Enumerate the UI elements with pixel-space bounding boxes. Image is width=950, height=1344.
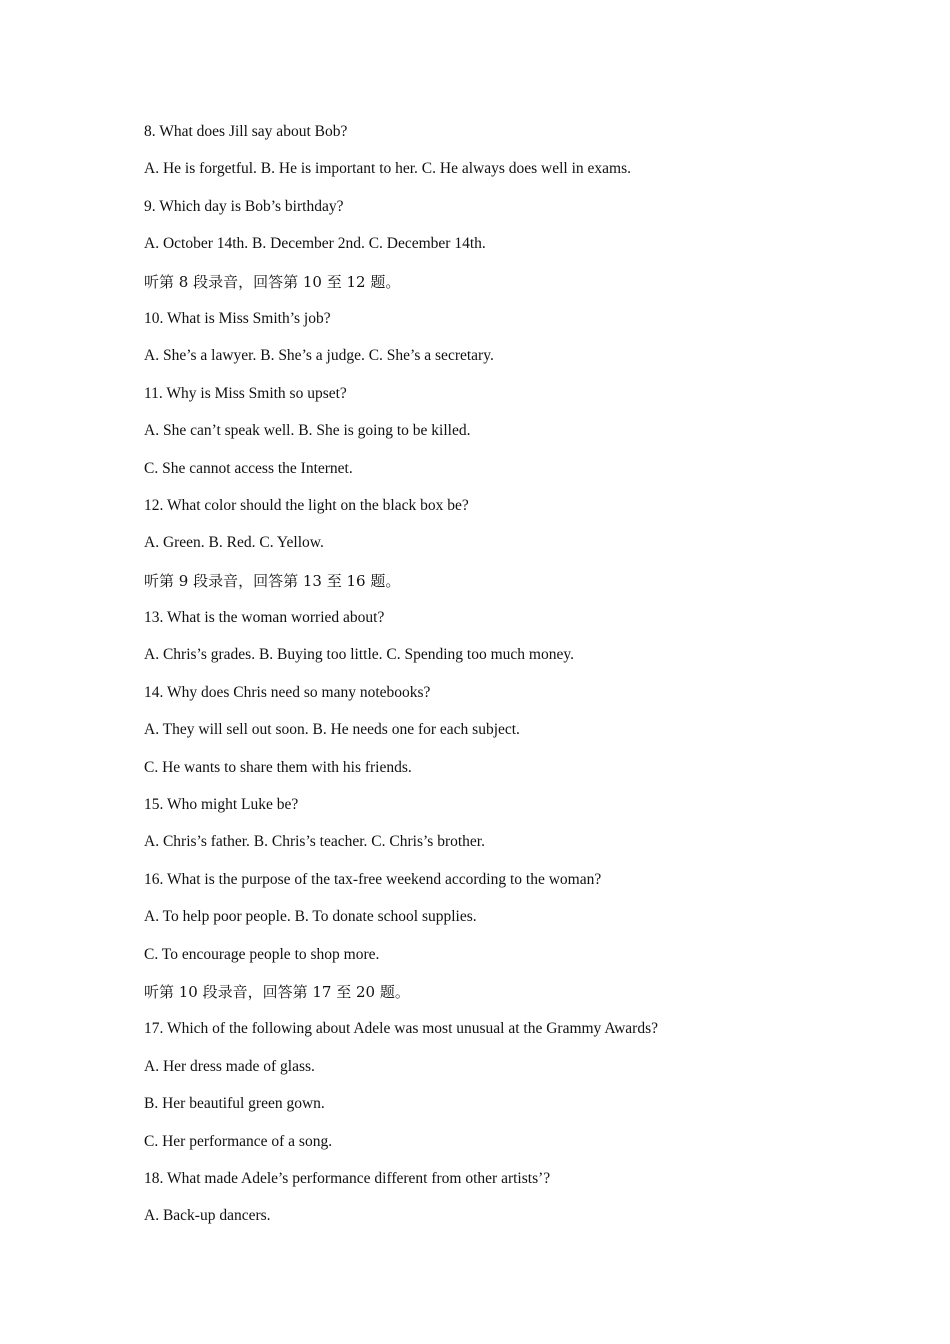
question-17: 17. Which of the following about Adele was most unusual at the Grammy Awards? (144, 1020, 658, 1038)
section-instruction-10: 听第 10 段录音，回答第 17 至 20 题。 (144, 982, 410, 1001)
question-9: 9. Which day is Bob’s birthday? (144, 197, 344, 215)
question-13-options: A. Chris’s grades. B. Buying too little. C. Spending too much money. (144, 646, 574, 664)
question-14: 14. Why does Chris need so many notebooks? (144, 683, 431, 701)
question-18: 18. What made Adele’s performance different from other artists’? (144, 1169, 551, 1187)
question-11-options-ab: A. She can’t speak well. B. She is going to be killed. (144, 422, 471, 440)
question-16-option-c: C. To encourage people to shop more. (144, 945, 380, 963)
question-16-options-ab: A. To help poor people. B. To donate school supplies. (144, 908, 477, 926)
question-9-options: A. October 14th. B. December 2nd. C. December 14th. (144, 235, 486, 253)
question-11-option-c: C. She cannot access the Internet. (144, 459, 353, 477)
question-14-options-ab: A. They will sell out soon. B. He needs one for each subject. (144, 721, 520, 739)
question-17-option-b: B. Her beautiful green gown. (144, 1095, 325, 1113)
question-16: 16. What is the purpose of the tax-free weekend according to the woman? (144, 870, 602, 888)
question-15: 15. Who might Luke be? (144, 796, 299, 814)
question-17-option-a: A. Her dress made of glass. (144, 1057, 315, 1075)
question-17-option-c: C. Her performance of a song. (144, 1132, 333, 1150)
question-11: 11. Why is Miss Smith so upset? (144, 384, 347, 402)
question-12-options: A. Green. B. Red. C. Yellow. (144, 534, 324, 552)
question-8-options: A. He is forgetful. B. He is important to her. C. He always does well in exams. (144, 160, 632, 178)
question-8: 8. What does Jill say about Bob? (144, 123, 348, 140)
section-instruction-8: 听第 8 段录音，回答第 10 至 12 题。 (144, 272, 401, 291)
question-list (144, 122, 864, 1244)
question-10: 10. What is Miss Smith’s job? (144, 309, 331, 327)
question-18-option-a: A. Back-up dancers. (144, 1207, 271, 1225)
question-15-options: A. Chris’s father. B. Chris’s teacher. C. Chris’s brother. (144, 833, 485, 851)
question-13: 13. What is the woman worried about? (144, 609, 385, 627)
section-instruction-9: 听第 9 段录音，回答第 13 至 16 题。 (144, 571, 401, 590)
question-12: 12. What color should the light on the black box be? (144, 496, 469, 514)
question-14-option-c: C. He wants to share them with his friends. (144, 758, 412, 776)
question-10-options: A. She’s a lawyer. B. She’s a judge. C. She’s a secretary. (144, 347, 494, 365)
